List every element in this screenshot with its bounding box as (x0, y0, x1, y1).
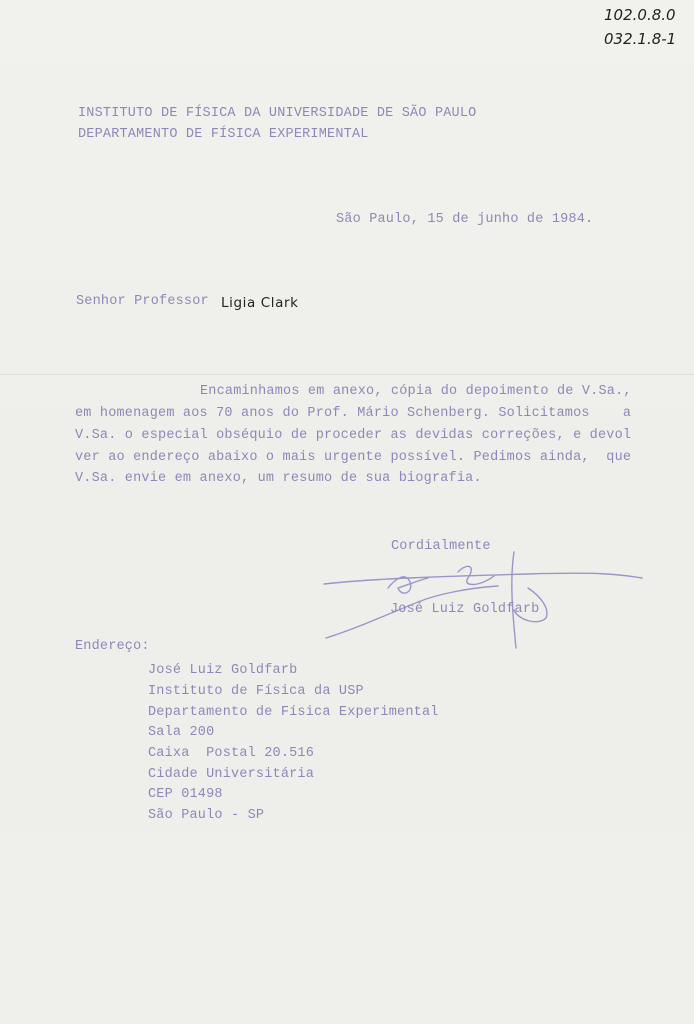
body-line-3: V.Sa. o especial obséquio de proceder as devidas correções, e devol (75, 428, 632, 443)
address-line: Cidade Universitária (148, 767, 315, 782)
address-line: CEP 01498 (148, 787, 223, 802)
department-name: DEPARTAMENTO DE FÍSICA EXPERIMENTAL (78, 127, 369, 142)
institution-name: INSTITUTO DE FÍSICA DA UNIVERSIDADE DE SÃO PAULO (78, 106, 477, 121)
letter-date: São Paulo, 15 de junho de 1984. (336, 212, 594, 227)
paper-fold-line (0, 374, 694, 375)
address-line: Departamento de Física Experimental (148, 705, 439, 720)
body-line-1: Encaminhamos em anexo, cópia do depoimento de V.Sa., (200, 384, 632, 399)
archive-code-2: 032.1.8-1 (604, 30, 677, 48)
address-label: Endereço: (75, 639, 150, 654)
signer-name: José Luiz Goldfarb (390, 602, 540, 617)
recipient-name: Ligia Clark (221, 295, 299, 311)
archive-code-1: 102.0.8.0 (604, 6, 676, 24)
address-line: São Paulo - SP (148, 808, 265, 823)
address-line: Instituto de Física da USP (148, 684, 364, 699)
body-line-2: em homenagem aos 70 anos do Prof. Mário Schenberg. Solicitamos a (75, 406, 632, 421)
address-line: José Luiz Goldfarb (148, 663, 298, 678)
closing: Cordialmente (391, 539, 491, 554)
salutation-prefix: Senhor Professor (76, 294, 209, 309)
body-line-4: ver ao endereço abaixo o mais urgente possível. Pedimos ainda, que (75, 450, 632, 465)
body-line-5: V.Sa. envie em anexo, um resumo de sua biografia. (75, 471, 482, 486)
address-line: Caixa Postal 20.516 (148, 746, 315, 761)
address-line: Sala 200 (148, 725, 215, 740)
